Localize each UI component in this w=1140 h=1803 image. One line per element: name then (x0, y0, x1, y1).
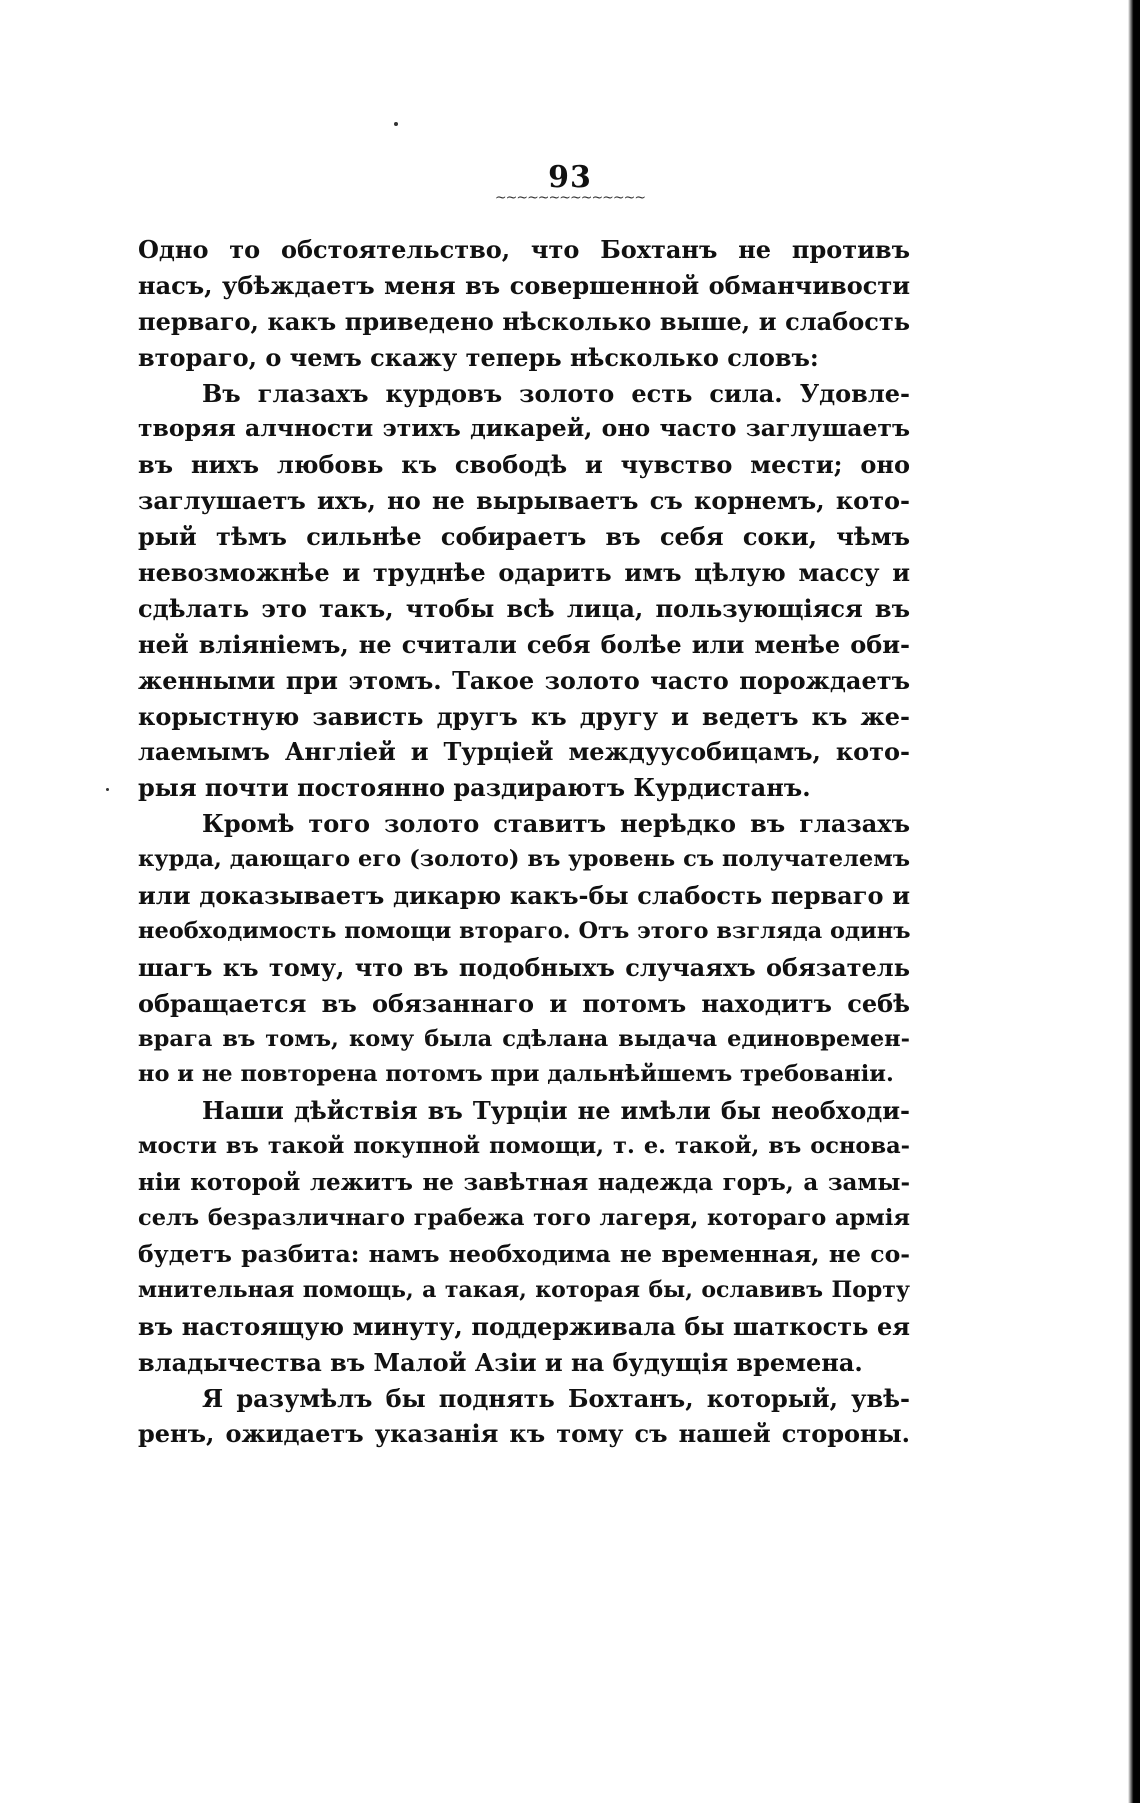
text-line: Одно то обстоятельство, что Бохтанъ не противъ (138, 235, 910, 264)
text-line: необходимость помощи втораго. Отъ этого взгляда одинъ (138, 917, 910, 944)
text-line: въ нихъ любовь къ свободѣ и чувство мести; оно (138, 450, 910, 480)
text-line: обращается въ обязаннаго и потомъ находитъ себѣ (138, 988, 910, 1018)
text-line: будетъ разбита: намъ необходима не временная, не со- (138, 1239, 910, 1268)
text-line: женными при этомъ. Такое золото часто порождаетъ (138, 665, 910, 695)
text-line: лаемымъ Англіей и Турціей междуусобицамъ, кото- (138, 737, 910, 767)
text-line: втораго, о чемъ скажу теперь нѣсколько словъ: (138, 342, 819, 372)
text-line: курда, дающаго его (золото) въ уровень съ получателемъ (138, 846, 910, 873)
text-line: рыя почти постоянно раздираютъ Курдистанъ. (138, 773, 811, 803)
text-line: селъ безразличнаго грабежа того лагеря, котораго армія (138, 1205, 910, 1232)
text-line: шагъ къ тому, что въ подобныхъ случаяхъ обязатель (138, 952, 910, 982)
text-line: Кромѣ того золото ставитъ нерѣдко въ глазахъ (202, 809, 910, 839)
text-line: заглушаетъ ихъ, но не вырываетъ съ корнемъ, кото- (138, 486, 910, 516)
text-line: рый тѣмъ сильнѣе собираетъ въ себя соки, чѣмъ (138, 522, 910, 552)
text-line: мнительная помощь, а такая, которая бы, ославивъ Порту (138, 1276, 910, 1303)
body-text (138, 232, 910, 1452)
text-line: ней вліяніемъ, не считали себя болѣе или менѣе оби- (138, 629, 910, 659)
scan-edge (1128, 0, 1140, 1803)
ink-speck (106, 788, 109, 791)
text-line: корыстную зависть другъ къ другу и ведетъ къ же- (138, 701, 910, 731)
text-line: насъ, убѣждаетъ меня въ совершенной обманчивости (138, 270, 910, 300)
text-line: но и не повторена потомъ при дальнѣйшемъ требованіи. (138, 1061, 894, 1088)
text-line: Въ глазахъ курдовъ золото есть сила. Удовле- (202, 378, 910, 408)
text-line: Наши дѣйствія въ Турціи не имѣли бы необходи- (202, 1096, 910, 1126)
text-line: перваго, какъ приведено нѣсколько выше, и слабость (138, 306, 910, 336)
text-line: ренъ, ожидаетъ указанія къ тому съ нашей стороны. (138, 1419, 910, 1449)
page-number: 93 (548, 160, 592, 195)
text-line: сдѣлать это такъ, чтобы всѣ лица, пользующіяся въ (138, 593, 910, 623)
ink-speck (394, 122, 398, 126)
text-line: невозможнѣе и труднѣе одарить имъ цѣлую массу и (138, 558, 910, 588)
text-line: ніи которой лежитъ не завѣтная надежда горъ, а замы- (138, 1169, 910, 1197)
text-line: врага въ томъ, кому была сдѣлана выдача единовремен- (138, 1025, 910, 1052)
text-line: творяя алчности этихъ дикарей, оно часто заглушаетъ (138, 414, 910, 443)
text-line: мости въ такой покупной помощи, т. е. такой, въ основа- (138, 1133, 910, 1160)
text-line: владычества въ Малой Азіи и на будущія времена. (138, 1347, 863, 1377)
text-line: или доказываетъ дикарю какъ-бы слабость перваго и (138, 881, 910, 911)
text-line: въ настоящую минуту, поддерживала бы шаткость ея (138, 1311, 910, 1341)
header-ornament: ~~~~~~~~~~~~~~ (494, 190, 646, 206)
text-line: Я разумѣлъ бы поднять Бохтанъ, который, увѣ- (202, 1383, 910, 1413)
